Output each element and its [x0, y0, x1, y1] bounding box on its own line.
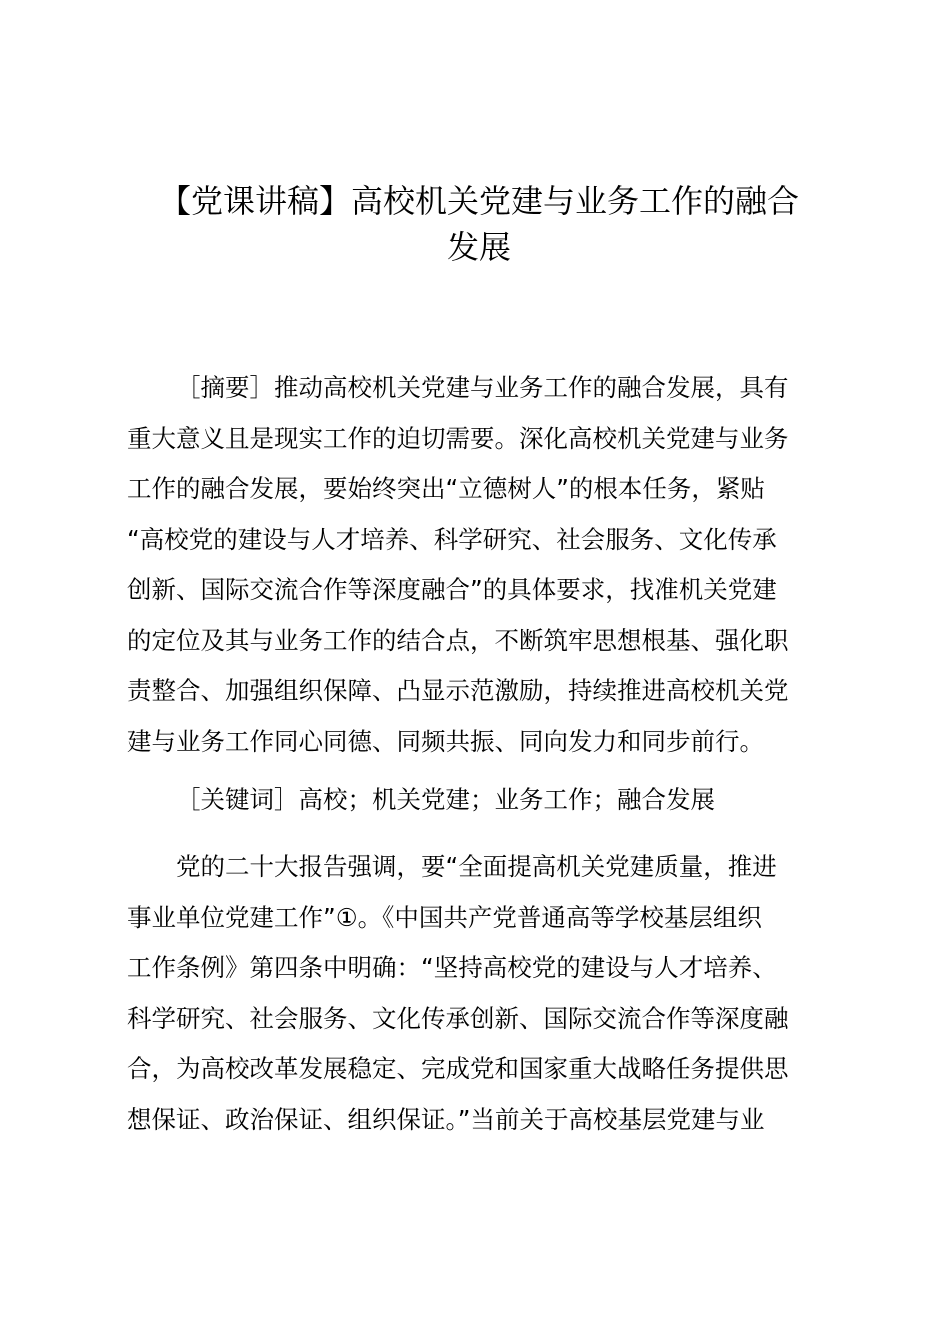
document-title [127, 178, 831, 270]
keywords-paragraph [127, 775, 831, 826]
title-line-1: 【党课讲稿】高校机关党建与业务工作的融合 [158, 182, 799, 220]
body-line: 想保证、政治保证、组织保证。”当前关于高校基层党建与业 [127, 1104, 765, 1134]
body-line: 工作条例》第四条中明确：“坚持高校党的建设与人才培养、 [127, 953, 777, 982]
title-line-2: 发展 [446, 228, 511, 266]
abstract-line: 重大意义且是现实工作的迫切需要。深化高校机关党建与业务 [127, 423, 789, 453]
abstract-line: 建与业务工作同心同德、同频共振、同向发力和同步前行。 [127, 726, 764, 756]
abstract-line: 的定位及其与业务工作的结合点，不断筑牢思想根基、强化职 [127, 625, 789, 655]
abstract-line: “高校党的建设与人才培养、科学研究、社会服务、文化传承 [127, 524, 777, 554]
body-line: 党的二十大报告强调，要“全面提高机关党建质量，推进 [176, 852, 777, 881]
abstract-paragraph [127, 363, 831, 767]
abstract-line: 创新、国际交流合作等深度融合”的具体要求，找准机关党建 [127, 575, 777, 604]
abstract-line: 工作的融合发展，要始终突出“立德树人”的根本任务，紧贴 [127, 474, 765, 503]
body-line: 事业单位党建工作”①。《中国共产党普通高等学校基层组织 [127, 902, 762, 932]
abstract-line: 责整合、加强组织保障、凸显示范激励，持续推进高校机关党 [127, 676, 789, 705]
keywords-line: ［关键词］高校；机关党建；业务工作；融合发展 [176, 785, 715, 814]
body-line: 合，为高校改革发展稳定、完成党和国家重大战略任务提供思 [127, 1054, 789, 1083]
abstract-line: ［摘要］推动高校机关党建与业务工作的融合发展，具有 [176, 373, 789, 402]
body-line: 科学研究、社会服务、文化传承创新、国际交流合作等深度融 [127, 1003, 789, 1033]
body-paragraph [127, 842, 831, 1145]
